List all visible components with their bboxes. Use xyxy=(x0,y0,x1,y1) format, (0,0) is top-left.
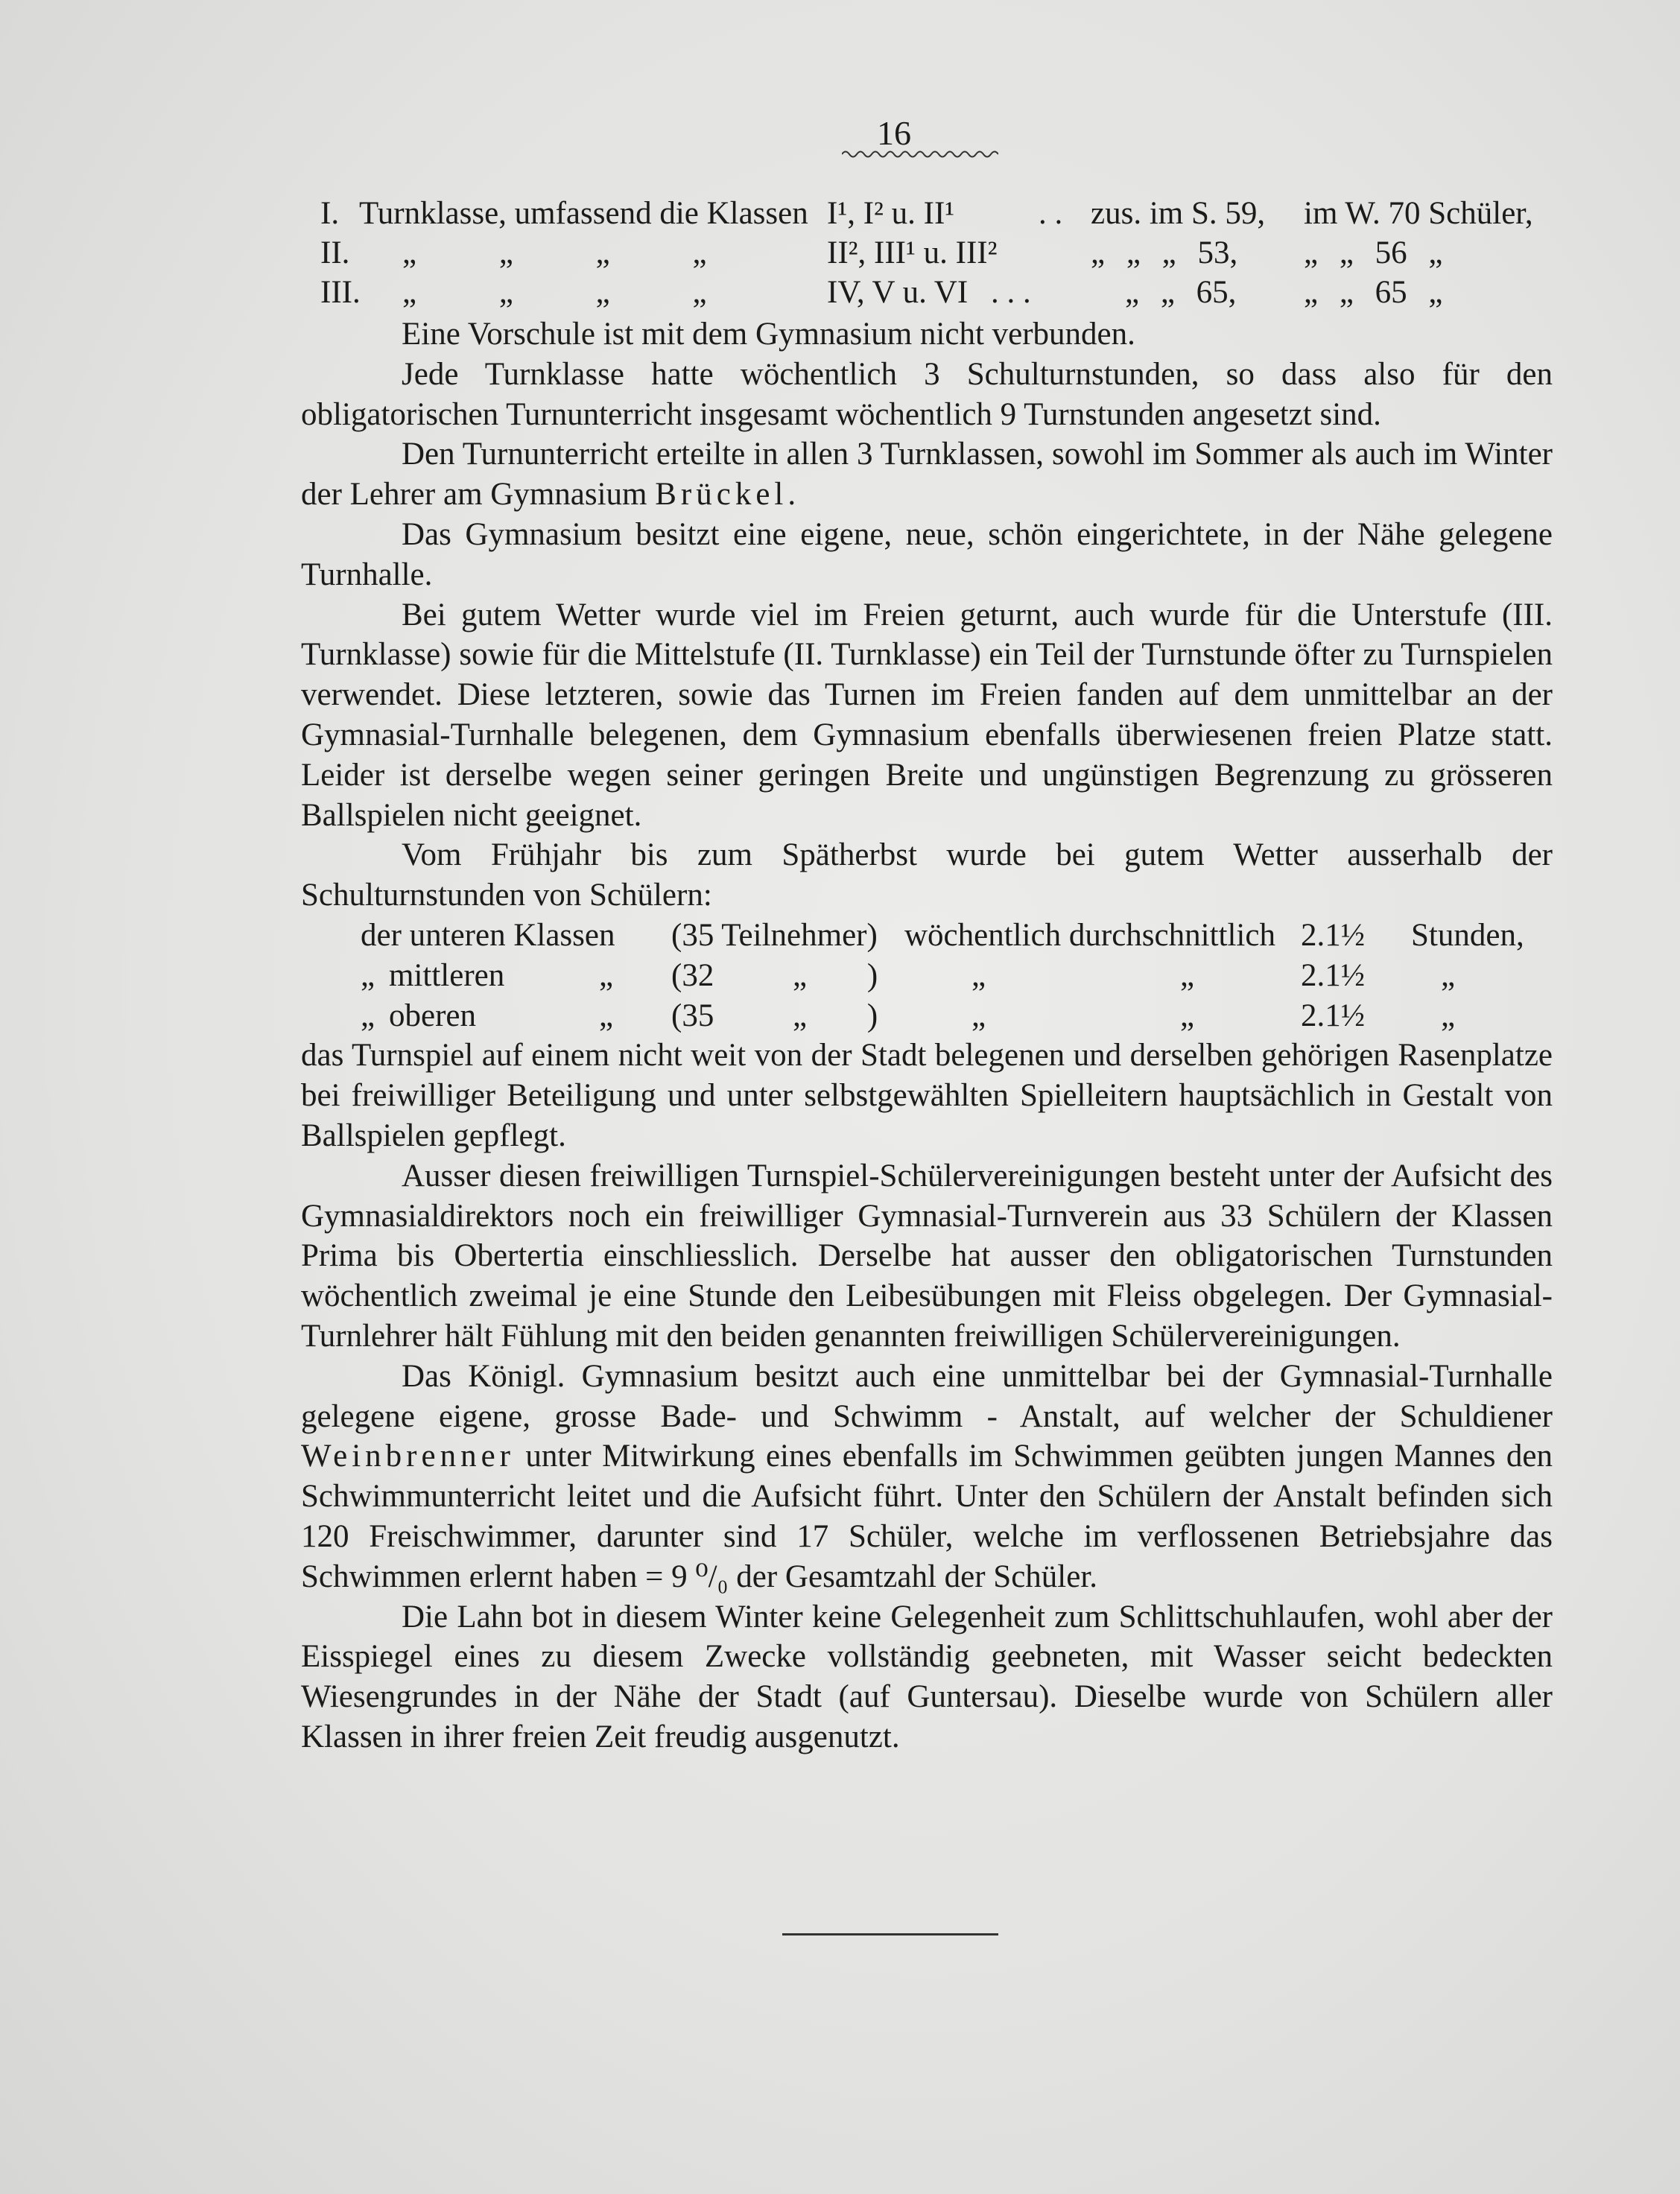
schedule-row xyxy=(301,956,1553,996)
schedule-count: (32 xyxy=(671,957,714,993)
schedule-unit: Stunden, xyxy=(1411,917,1524,953)
schedule-table xyxy=(301,916,1553,1036)
class-klassen: I¹, I² u. II¹ xyxy=(827,196,955,231)
paragraph-freien: Bei gutem Wetter wurde viel im Freien geturnt, auch wurde für die Unterstufe (III. Turnklasse) sowie für die Mittelstufe (II. Turnklasse) ein Teil der Turnstunde öfter zu Turnspielen verwendet. Diese letzteren, sowie das Turnen im Freien fanden auf dem unmittelbar an der Gymnasial-Turnhalle belegenen, dem Gymnasium ebenfalls überwiesenen freien Platze statt. Leider ist derselbe wegen seiner geringen Breite und ungünstigen Begrenzung zu grösseren Ballspielen nicht geeignet. xyxy=(301,597,1553,833)
schedule-group: oberen xyxy=(389,998,476,1033)
class-numeral: I. xyxy=(320,196,340,231)
schedule-per: „ xyxy=(1180,957,1195,993)
schedule-group: der unteren Klassen xyxy=(361,917,615,953)
paragraph-turnhalle: Das Gymnasium besitzt eine eigene, neue, schön eingerichtete, in der Nähe gelegene Turnhalle. xyxy=(301,516,1553,592)
class-klassen: II², III¹ u. III² xyxy=(827,235,998,270)
closing-rule xyxy=(782,1933,998,1935)
class-summer: „ „ 65, xyxy=(1125,275,1237,310)
schedule-hours: 2.1½ xyxy=(1301,957,1365,993)
class-row xyxy=(320,274,1565,314)
text-fragment: . xyxy=(787,477,796,513)
schedule-hours: 2.1½ xyxy=(1301,998,1365,1033)
schedule-row xyxy=(301,916,1553,956)
teacher-name: Brückel xyxy=(655,477,788,513)
schuldiener-name: Weinbrenner xyxy=(301,1439,515,1474)
schedule-count: (35 Teilnehmer) xyxy=(671,917,878,953)
class-winter: „ „ 65 „ xyxy=(1304,275,1443,310)
class-row xyxy=(320,195,1565,235)
paragraph-turnunterricht xyxy=(301,434,1553,515)
class-klassen: IV, V u. VI xyxy=(827,275,969,310)
body-text xyxy=(301,314,1553,1757)
class-summer: „ „ „ 53, xyxy=(1091,235,1238,270)
page-number: 16 xyxy=(877,114,911,152)
schedule-mark: „ xyxy=(599,957,614,993)
wavy-ornament xyxy=(842,149,998,159)
schedule-close: „ ) xyxy=(793,998,878,1033)
paragraph-lahn: Die Lahn bot in diesem Winter keine Gelegenheit zum Schlittschuhlaufen, wohl aber der Eisspiegel eines zu diesem Zwecke vollständig geebneten, mit Wasser seicht bedeckten Wiesengrundes in der Nähe der Stadt (auf Guntersau). Dieselbe wurde von Schülern aller Klassen in ihrer freien Zeit freudig ausgenutzt. xyxy=(301,1599,1553,1754)
schedule-per: wöchentlich durchschnittlich xyxy=(904,917,1275,953)
paragraph-fruehjahr: Vom Frühjahr bis zum Spätherbst wurde bei gutem Wetter ausserhalb der Schulturnstunden von Schülern: xyxy=(301,837,1553,913)
schedule-mark: „ xyxy=(361,957,375,993)
schedule-per: „ xyxy=(1180,998,1195,1033)
paragraph-turnspiel: das Turnspiel auf einem nicht weit von der Stadt belegenen und derselben gehörigen Rasenplatze bei freiwilliger Beteiligung und unter selbstgewählten Spielleitern hauptsächlich in Gestalt von Ballspielen gepflegt. xyxy=(301,1038,1553,1153)
schedule-per: „ xyxy=(971,998,986,1033)
class-dots: . . . xyxy=(991,275,1031,310)
class-label: „ „ „ „ xyxy=(402,235,707,270)
class-summer: zus. im S. 59, xyxy=(1091,196,1266,231)
schedule-unit: „ xyxy=(1441,957,1456,993)
schedule-count: (35 xyxy=(671,998,714,1033)
schedule-per: „ xyxy=(971,957,986,993)
turnklassen-table xyxy=(320,195,1565,314)
class-label: Turnklasse, umfassend die Klassen xyxy=(359,196,808,231)
class-winter: „ „ 56 „ xyxy=(1304,235,1443,270)
text-fragment: unter Mitwirkung eines ebenfalls im Schwimmen geübten jungen Mannes den Schwimmunterricht leitet und die Aufsicht führt. Unter den Schülern der Anstalt befinden sich 120 Freischwimmer, darunter sind 17 Schüler, welche im verflossenen Betriebsjahre das Schwimmen erlernt haben = 9 ⁰/₀ der Gesamtzahl der Schüler. xyxy=(301,1439,1553,1594)
text-fragment: Das Königl. Gymnasium besitzt auch eine unmittelbar bei der Gymnasial-Turnhalle gelegene eigene, grosse Bade- und Schwimm - Anstalt, auf welcher der Schuldiener xyxy=(301,1358,1553,1434)
paragraph-turnstunden: Jede Turnklasse hatte wöchentlich 3 Schulturnstunden, so dass also für den obligatorischen Turnunterricht insgesamt wöchentlich 9 Turnstunden angesetzt sind. xyxy=(301,356,1553,432)
schedule-close: „ ) xyxy=(793,957,878,993)
paragraph-vorschule: Eine Vorschule ist mit dem Gymnasium nicht verbunden. xyxy=(402,317,1135,352)
paragraph-schwimmanstalt xyxy=(301,1357,1553,1597)
schedule-group: mittleren xyxy=(389,957,505,993)
paragraph-turnverein: Ausser diesen freiwilligen Turnspiel-Schülervereinigungen besteht unter der Aufsicht des Gymnasialdirektors noch ein freiwilliger Gymnasial-Turnverein aus 33 Schülern der Klassen Prima bis Obertertia einschliesslich. Derselbe hat ausser den obligatorischen Turnstunden wöchentlich zweimal je eine Stunde den Leibesübungen mit Fleiss obgelegen. Der Gymnasial-Turnlehrer hält Fühlung mit den beiden genannten freiwilligen Schülervereinigungen. xyxy=(301,1158,1553,1354)
schedule-hours: 2.1½ xyxy=(1301,917,1365,953)
class-numeral: II. xyxy=(320,235,350,270)
schedule-row xyxy=(301,996,1553,1036)
schedule-mark: „ xyxy=(361,998,375,1033)
class-numeral: III. xyxy=(320,275,361,310)
class-dots: . . xyxy=(1039,196,1063,231)
class-winter: im W. 70 Schüler, xyxy=(1304,196,1533,231)
class-row xyxy=(320,235,1565,274)
schedule-unit: „ xyxy=(1441,998,1456,1033)
class-label: „ „ „ „ xyxy=(402,275,707,310)
schedule-mark: „ xyxy=(599,998,614,1033)
text-fragment: Den Turnunterricht erteilte in allen 3 Turnklassen, sowohl im Sommer als auch im Winter der Lehrer am Gymnasium xyxy=(301,437,1553,513)
